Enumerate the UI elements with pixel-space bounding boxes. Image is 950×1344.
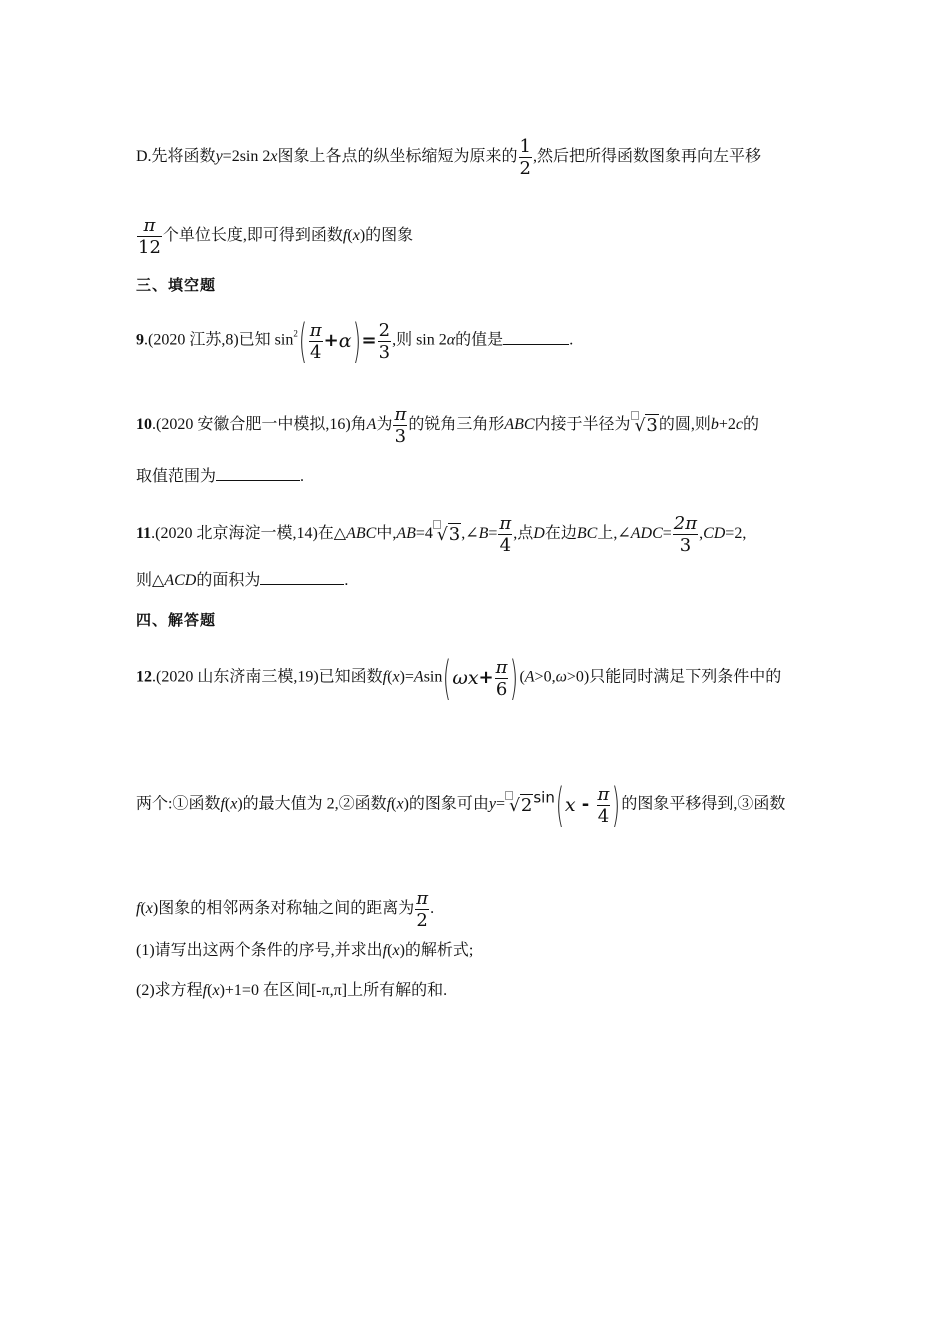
var-acd: ACD (164, 572, 197, 589)
text: >0)只能同时满足下列条件中的 (566, 668, 782, 686)
section-heading-fill-in: 三、填空题 (136, 276, 217, 294)
question-12-part-2 (136, 981, 447, 1001)
text: . (344, 572, 349, 589)
var-bc: BC (576, 525, 598, 543)
text: ( (387, 668, 393, 686)
question-12-line-1 (136, 651, 782, 705)
var-x: x (392, 942, 400, 959)
var-f: f (382, 942, 388, 959)
numerator: 1 (519, 136, 531, 157)
var-f: f (386, 795, 392, 813)
right-paren: ) (510, 651, 519, 705)
denominator: 3 (679, 535, 692, 556)
var-x: x (352, 227, 360, 245)
text: .(2020 山东济南三模,19)已知函数 (152, 668, 383, 686)
text: )的解析式; (399, 942, 474, 959)
text: )= (399, 668, 414, 686)
left-paren: ( (298, 314, 307, 368)
var-x: x (145, 900, 153, 918)
numerator: 2 (378, 319, 391, 341)
question-10-line-2 (136, 466, 304, 487)
text: +2 (718, 416, 736, 434)
fraction-pi-over-12 (137, 215, 162, 258)
text: sin (423, 668, 443, 686)
answer-blank[interactable] (216, 466, 300, 481)
var-b: B (478, 525, 489, 543)
var-a: A (413, 668, 424, 686)
text: 的值是 (455, 331, 504, 349)
question-11-line-1 (136, 513, 746, 556)
text: 的面积为 (196, 572, 261, 589)
var-cd: CD (703, 525, 726, 543)
answer-blank[interactable] (503, 330, 569, 345)
numerator: π (394, 404, 407, 425)
denominator: 2 (519, 158, 531, 179)
option-d-line-2 (136, 215, 413, 258)
fraction-pi-over-3 (393, 404, 407, 447)
denominator: 2 (416, 910, 428, 931)
text: 内接于半径为 (534, 416, 631, 434)
text: 两个:①函数 (136, 795, 221, 813)
text: = (488, 525, 498, 543)
text: 的圆,则 (658, 416, 711, 434)
text: ,点 (513, 525, 534, 543)
right-paren: ) (612, 778, 621, 832)
var-x: x (396, 795, 404, 813)
text: = (496, 795, 506, 813)
plus-sign: + (478, 667, 494, 688)
superscript: 2 (293, 328, 298, 339)
text: ( (347, 227, 353, 245)
text: 的 (743, 416, 760, 434)
numerator: π (309, 319, 322, 341)
radicand: 2 (520, 794, 533, 816)
text: )图象的相邻两条对称轴之间的距离为 (152, 900, 415, 918)
var-c: c (735, 416, 744, 434)
var-alpha: α (446, 331, 456, 349)
text: (1)请写出这两个条件的序号,并求出 (136, 942, 383, 959)
var-abc: ABC (504, 416, 535, 434)
numerator: π (499, 513, 512, 534)
equals-sign: = (361, 330, 377, 351)
text: ,则 sin 2 (392, 331, 447, 349)
text: 个单位长度,即可得到函数 (162, 227, 343, 245)
fraction-pi-over-2 (415, 888, 429, 931)
text: 的锐角三角形 (408, 416, 505, 434)
var-b: b (710, 416, 719, 434)
text: =4 (415, 525, 433, 543)
var-x: x (230, 795, 238, 813)
var-x: x (212, 982, 220, 999)
left-paren: ( (443, 651, 452, 705)
text: = (662, 525, 672, 543)
numerator: π (597, 783, 610, 805)
radicand: 3 (448, 524, 461, 545)
text: .(2020 安徽合肥一中模拟,16)角 (152, 416, 367, 434)
var-f: f (136, 900, 141, 918)
text: ( (519, 668, 525, 686)
denominator: 4 (499, 535, 512, 556)
denominator: 3 (378, 341, 391, 363)
text: 则△ (136, 572, 165, 589)
denominator: 6 (495, 678, 508, 700)
question-12-line-2 (136, 778, 786, 832)
minus-sign: - (575, 794, 596, 815)
denominator: 4 (309, 341, 322, 363)
text: . (300, 468, 305, 485)
var-f: f (382, 668, 388, 686)
text: sin (533, 788, 555, 807)
right-paren: ) (352, 314, 361, 368)
numerator: π (416, 888, 429, 909)
question-12-line-3 (136, 888, 434, 931)
var-d: D (533, 525, 545, 543)
text: ( (387, 942, 393, 959)
fraction-2pi-over-3 (673, 513, 698, 556)
var-x: x (467, 667, 479, 689)
var-f: f (220, 795, 225, 813)
text: ( (391, 795, 397, 813)
var-alpha: α (338, 330, 352, 352)
var-f: f (202, 982, 208, 999)
option-d-line-1 (136, 136, 761, 179)
var-adc: ADC (630, 525, 663, 543)
fraction-one-half (519, 136, 532, 179)
fraction-pi-over-4 (597, 784, 611, 827)
var-a: A (366, 416, 377, 434)
question-number: 9 (136, 331, 144, 349)
text: ( (140, 900, 146, 918)
denominator: 12 (138, 237, 161, 258)
fraction-pi-over-4 (309, 320, 323, 363)
denominator: 3 (394, 426, 407, 447)
question-number: 10 (136, 416, 152, 434)
var-omega: ω (555, 668, 567, 686)
text: )的图象 (359, 227, 414, 245)
text: ,然后把所得函数图象再向左平移 (532, 148, 761, 166)
text: , (699, 525, 704, 543)
fraction-two-thirds (378, 320, 391, 363)
question-number: 12 (136, 668, 152, 686)
question-9 (136, 314, 574, 368)
var-y: y (488, 795, 497, 813)
text: .(2020 北京海淀一模,14)在△ (151, 525, 347, 543)
text: 在边 (544, 525, 577, 543)
var-abc: ABC (346, 525, 377, 543)
var-a: A (524, 668, 535, 686)
text: )+1=0 在区间[-π,π]上所有解的和. (219, 982, 448, 999)
text: . (569, 331, 574, 349)
numerator: π (137, 215, 162, 237)
text: ( (224, 795, 231, 813)
plus-sign: + (323, 330, 339, 351)
numerator: 2π (673, 513, 698, 534)
text: ,∠ (461, 525, 479, 543)
answer-blank[interactable] (260, 570, 344, 585)
var-f: f (342, 227, 348, 245)
text: =2, (725, 525, 747, 543)
text: 图象上各点的纵坐标缩短为原来的 (277, 148, 518, 166)
var-x: x (392, 668, 400, 686)
text: =2sin 2 (222, 148, 271, 166)
text: 中, (376, 525, 397, 543)
text: )的图象可由 (403, 795, 489, 813)
fraction-pi-over-4 (498, 513, 512, 556)
question-11-line-2 (136, 570, 348, 591)
question-12-part-1 (136, 941, 473, 961)
var-ab: AB (396, 525, 416, 543)
question-number: 11 (136, 525, 152, 543)
text: ( (207, 982, 213, 999)
text: D.先将函数 (136, 148, 216, 166)
square-root: √3 (631, 415, 659, 436)
text: 的图象平移得到,③函数 (621, 795, 786, 813)
denominator: 4 (597, 805, 610, 827)
fraction-pi-over-6 (495, 657, 509, 700)
question-10-line-1 (136, 404, 759, 447)
text: 取值范围为 (136, 468, 217, 485)
var-x: x (270, 148, 278, 166)
square-root: √3 (433, 524, 461, 545)
numerator: π (495, 656, 508, 678)
text: . (430, 900, 435, 918)
square-root: √2 (505, 795, 533, 816)
text: .(2020 江苏,8)已知 sin (144, 331, 294, 349)
radicand: 3 (646, 415, 658, 436)
text: )的最大值为 2,②函数 (237, 795, 387, 813)
var-y: y (215, 148, 223, 166)
text: 为 (376, 416, 393, 434)
var-omega: ω (452, 667, 468, 689)
section-heading-solutions: 四、解答题 (136, 611, 217, 629)
left-paren: ( (555, 778, 564, 832)
var-x: x (564, 794, 576, 816)
text: >0, (534, 668, 556, 686)
text: (2)求方程 (136, 982, 203, 999)
text: 上,∠ (597, 525, 631, 543)
